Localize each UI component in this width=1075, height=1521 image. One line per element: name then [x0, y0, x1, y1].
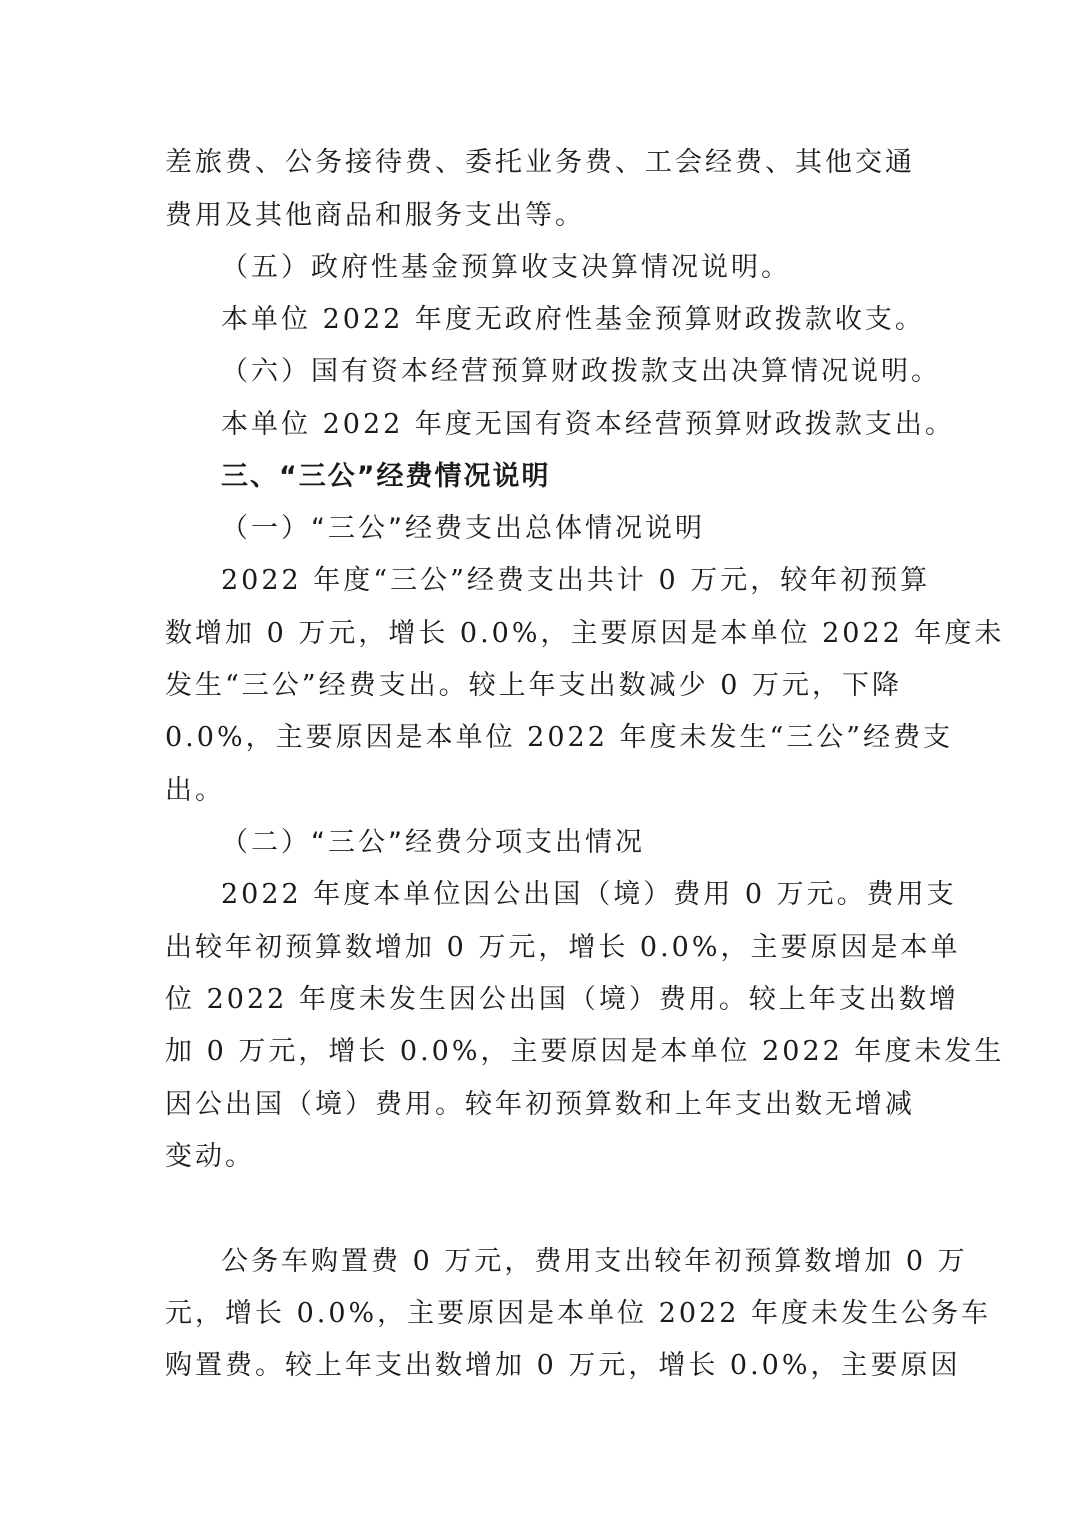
text-line: 出较年初预算数增加 0 万元，增长 0.0%，主要原因是本单: [165, 932, 961, 963]
subsection-heading-two: （二）“三公”经费分项支出情况: [221, 827, 645, 858]
text-line: 差旅费、公务接待费、委托业务费、工会经费、其他交通: [165, 147, 915, 178]
text-line: 变动。: [165, 1141, 255, 1172]
text-line: 费用及其他商品和服务支出等。: [165, 200, 585, 231]
text-line: 发生“三公”经费支出。较上年支出数减少 0 万元，下降: [165, 670, 902, 701]
text-line: 本单位 2022 年度无国有资本经营预算财政拨款支出。: [221, 409, 955, 440]
subsection-heading-one: （一）“三公”经费支出总体情况说明: [221, 513, 705, 544]
text-line: 购置费。较上年支出数增加 0 万元，增长 0.0%，主要原因: [165, 1350, 961, 1381]
section-heading-five: （五）政府性基金预算收支决算情况说明。: [221, 252, 791, 283]
text-line: 数增加 0 万元，增长 0.0%，主要原因是本单位 2022 年度未: [165, 618, 1005, 649]
text-line: 公务车购置费 0 万元，费用支出较年初预算数增加 0 万: [221, 1246, 968, 1277]
text-line: 位 2022 年度未发生因公出国（境）费用。较上年支出数增: [165, 984, 959, 1015]
section-heading-six: （六）国有资本经营预算财政拨款支出决算情况说明。: [221, 356, 941, 387]
text-line: 本单位 2022 年度无政府性基金预算财政拨款收支。: [221, 304, 925, 335]
text-line: 因公出国（境）费用。较年初预算数和上年支出数无增减: [165, 1089, 915, 1120]
section-heading-three: 三、“三公”经费情况说明: [221, 461, 551, 492]
text-line: 元，增长 0.0%，主要原因是本单位 2022 年度未发生公务车: [165, 1298, 992, 1329]
text-line: 2022 年度“三公”经费支出共计 0 万元，较年初预算: [221, 565, 931, 596]
text-line: 2022 年度本单位因公出国（境）费用 0 万元。费用支: [221, 879, 957, 910]
text-line: 0.0%，主要原因是本单位 2022 年度未发生“三公”经费支: [165, 722, 954, 753]
text-line: 出。: [165, 775, 225, 806]
text-line: 加 0 万元，增长 0.0%，主要原因是本单位 2022 年度未发生: [165, 1036, 1005, 1067]
